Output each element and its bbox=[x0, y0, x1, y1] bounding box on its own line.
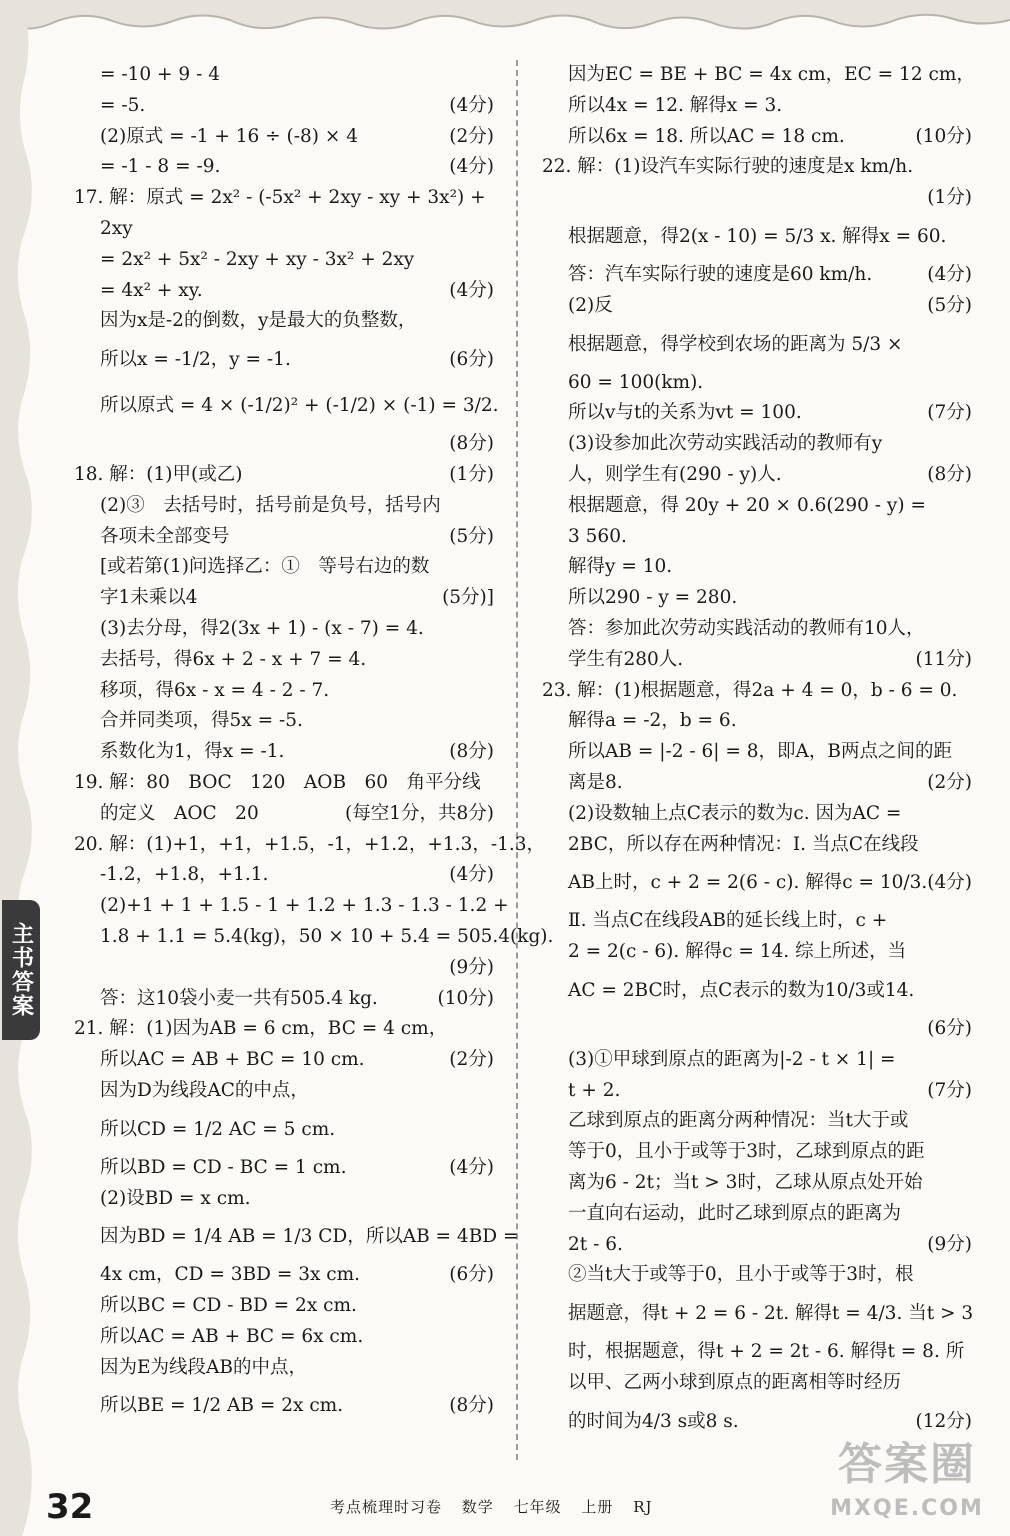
line: 2t - 6. (9分) bbox=[568, 1233, 972, 1255]
line: 据题意，得t + 2 = 6 - 2t. 解得t = 4/3. 当t > 3 bbox=[568, 1303, 974, 1325]
line: 移项，得6x - x = 4 - 2 - 7. bbox=[100, 679, 330, 701]
line: 人，则学生有(290 - y)人. (8分) bbox=[568, 463, 972, 485]
line: (6分) bbox=[927, 1017, 972, 1039]
question-17-start: 17. 解：原式 = 2x² - (-5x² + 2xy - xy + 3x²) + bbox=[74, 187, 486, 209]
line: t + 2. (7分) bbox=[568, 1079, 972, 1101]
line: 所以AB = |-2 - 6| = 8，即A，B两点之间的距 bbox=[568, 741, 952, 763]
line: 解得y = 10. bbox=[568, 556, 673, 578]
question-19-start: 19. 解：80 BOC 120 AOB 60 角平分线 bbox=[74, 771, 481, 793]
footer-edition: RJ bbox=[633, 1498, 653, 1516]
line: 2BC，所以存在两种情况：Ⅰ. 当点C在线段 bbox=[568, 833, 919, 855]
line: 答：汽车实际行驶的速度是60 km/h. (4分) bbox=[568, 263, 972, 285]
line: 所以v与t的关系为vt = 100. (7分) bbox=[568, 402, 972, 424]
watermark-url: MXQE.COM bbox=[830, 1496, 984, 1521]
line: AC = 2BC时，点C表示的数为10/3或14. bbox=[568, 979, 915, 1001]
line: 所以BC = CD - BD = 2x cm. bbox=[100, 1295, 357, 1317]
line: 3 560. bbox=[568, 525, 627, 547]
line: 各项未全部变号 (5分) bbox=[100, 525, 494, 547]
line: 等于0，且小于或等于3时，乙球到原点的距 bbox=[568, 1141, 925, 1163]
line: 的时间为4/3 s或8 s. (12分) bbox=[568, 1410, 972, 1432]
question-22-start: 22. 解：(1)设汽车实际行驶的速度是x km/h. bbox=[542, 156, 914, 178]
line: (8分) bbox=[449, 433, 494, 455]
line: 4x cm，CD = 3BD = 3x cm. (6分) bbox=[100, 1264, 494, 1286]
question-21-start: 21. 解：(1)因为AB = 6 cm，BC = 4 cm， bbox=[74, 1018, 448, 1040]
left-column bbox=[74, 60, 554, 1429]
line: 学生有280人. (11分) bbox=[568, 648, 972, 670]
line: (2)③ 去括号时，括号前是负号，括号内 bbox=[100, 494, 441, 516]
torn-edge-top bbox=[0, 0, 1010, 50]
line: 离为6 - 2t；当t > 3时，乙球从原点处开始 bbox=[568, 1171, 923, 1193]
line: (3)去分母，得2(3x + 1) - (x - 7) = 4. bbox=[100, 617, 424, 639]
footer bbox=[330, 1496, 667, 1517]
line: 解得a = -2，b = 6. bbox=[568, 710, 737, 732]
line: = -5. (4分) bbox=[100, 94, 494, 116]
question-20-start: 20. 解：(1)+1，+1，+1.5，-1，+1.2，+1.3，-1.3， bbox=[74, 833, 546, 855]
line: (2)设数轴上点C表示的数为c. 因为AC = bbox=[568, 802, 902, 824]
line: 所以290 - y = 280. bbox=[568, 587, 738, 609]
line: AB上时，c + 2 = 2(6 - c). 解得c = 10/3. (4分) bbox=[568, 872, 972, 894]
line: 所以4x = 12. 解得x = 3. bbox=[568, 94, 783, 116]
line: 所以6x = 18. 所以AC = 18 cm. (10分) bbox=[568, 125, 972, 147]
line: 合并同类项，得5x = -5. bbox=[100, 710, 303, 732]
line: (3)设参加此次劳动实践活动的教师有y bbox=[568, 433, 883, 455]
torn-edge-left bbox=[0, 0, 50, 1536]
line: 一直向右运动，此时乙球到原点的距离为 bbox=[568, 1202, 902, 1224]
line: 去括号，得6x + 2 - x + 7 = 4. bbox=[100, 648, 367, 670]
line: -1.2，+1.8，+1.1. (4分) bbox=[100, 864, 494, 886]
line: 所以AC = AB + BC = 10 cm. (2分) bbox=[100, 1049, 494, 1071]
line: (1分) bbox=[927, 187, 972, 209]
line: 离是8. (2分) bbox=[568, 771, 972, 793]
line: 乙球到原点的距离分两种情况：当t大于或 bbox=[568, 1110, 909, 1132]
line: 因为EC = BE + BC = 4x cm，EC = 12 cm， bbox=[568, 64, 975, 85]
line: 根据题意，得学校到农场的距离为 5/3 × bbox=[568, 333, 903, 355]
line: 时，根据题意，得t + 2 = 2t - 6. 解得t = 8. 所 bbox=[568, 1341, 965, 1363]
side-tab-label: 主书答案 bbox=[2, 900, 40, 1040]
line: = 4x² + xy. (4分) bbox=[100, 279, 494, 301]
line: = -10 + 9 - 4 bbox=[100, 64, 220, 85]
line: 因为BD = 1/4 AB = 1/3 CD，所以AB = 4BD = bbox=[100, 1226, 519, 1248]
line: 因为x是-2的倒数，y是最大的负整数， bbox=[100, 310, 417, 332]
line: 所以原式 = 4 × (-1/2)² + (-1/2) × (-1) = 3/2. bbox=[100, 395, 499, 417]
line: (2)设BD = x cm. bbox=[100, 1187, 251, 1209]
footer-subject: 数学 bbox=[461, 1498, 494, 1516]
line: (2)反 (5分) bbox=[568, 294, 972, 316]
footer-series: 考点梳理时习卷 bbox=[330, 1498, 443, 1516]
line: 60 = 100(km). bbox=[568, 371, 704, 393]
question-23-start: 23. 解：(1)根据题意，得2a + 4 = 0，b - 6 = 0. bbox=[542, 679, 958, 701]
line: 字1未乘以4 (5分)] bbox=[100, 587, 494, 609]
watermark-logo bbox=[812, 1436, 1002, 1532]
line: (2)+1 + 1 + 1.5 - 1 + 1.2 + 1.3 - 1.3 - 1.2 + bbox=[100, 895, 509, 917]
line: Ⅱ. 当点C在线段AB的延长线上时，c + bbox=[568, 910, 888, 932]
line: 所以x = -1/2，y = -1. (6分) bbox=[100, 349, 494, 371]
line: 所以BD = CD - BC = 1 cm. (4分) bbox=[100, 1156, 494, 1178]
line: [或若第(1)问选择乙：① 等号右边的数 bbox=[100, 556, 430, 578]
watermark-title: 答案圈 bbox=[838, 1439, 976, 1490]
line: 根据题意，得 20y + 20 × 0.6(290 - y) = bbox=[568, 494, 926, 516]
line: = -1 - 8 = -9. (4分) bbox=[100, 156, 494, 178]
line: 以甲、乙两小球到原点的距离相等时经历 bbox=[568, 1371, 902, 1393]
right-column bbox=[542, 60, 975, 1445]
line: 因为E为线段AB的中点， bbox=[100, 1356, 307, 1378]
line: 所以BE = 1/2 AB = 2x cm. (8分) bbox=[100, 1395, 494, 1417]
line: 2 = 2(c - 6). 解得c = 14. 综上所述，当 bbox=[568, 941, 907, 963]
line: 2xy bbox=[100, 217, 133, 239]
line: (2)原式 = -1 + 16 ÷ (-8) × 4 (2分) bbox=[100, 125, 494, 147]
line: 答：参加此次劳动实践活动的教师有10人， bbox=[568, 617, 925, 639]
line: ②当t大于或等于0，且小于或等于3时，根 bbox=[568, 1264, 914, 1286]
line: 因为D为线段AC的中点， bbox=[100, 1079, 309, 1101]
footer-grade: 七年级 bbox=[513, 1498, 562, 1516]
line: = 2x² + 5x² - 2xy + xy - 3x² + 2xy bbox=[100, 248, 415, 270]
line: (9分) bbox=[449, 956, 494, 978]
page-number: 32 bbox=[46, 1487, 94, 1527]
line: 所以AC = AB + BC = 6x cm. bbox=[100, 1325, 364, 1347]
line: 的定义 AOC 20 (每空1分，共8分) bbox=[100, 802, 494, 824]
line: 所以CD = 1/2 AC = 5 cm. bbox=[100, 1118, 336, 1140]
question-18-start: 18. 解：(1)甲(或乙) (1分) bbox=[74, 463, 494, 485]
line: 根据题意，得2(x - 10) = 5/3 x. 解得x = 60. bbox=[568, 225, 947, 247]
line: (3)①甲球到原点的距离为|-2 - t × 1| = bbox=[568, 1048, 896, 1070]
footer-volume: 上册 bbox=[581, 1498, 614, 1516]
line: 答：这10袋小麦一共有505.4 kg. (10分) bbox=[100, 987, 494, 1009]
line: 1.8 + 1.1 = 5.4(kg)，50 × 10 + 5.4 = 505.4(kg). bbox=[100, 925, 554, 947]
line: 系数化为1，得x = -1. (8分) bbox=[100, 741, 494, 763]
